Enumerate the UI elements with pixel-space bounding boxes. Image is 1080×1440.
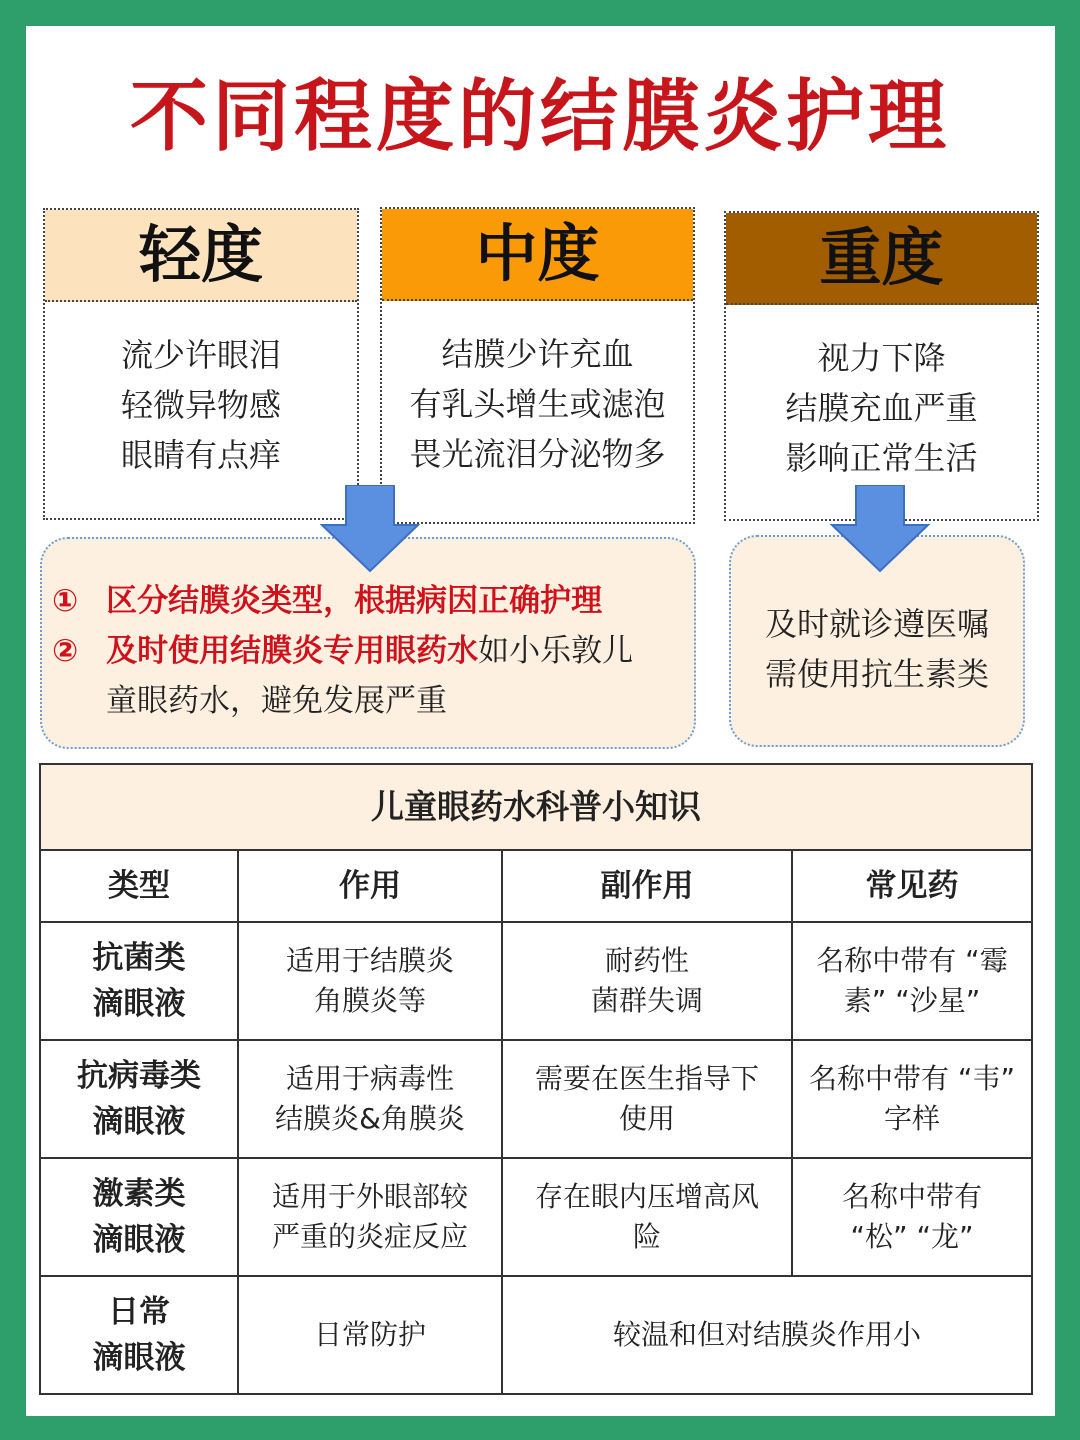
level-symptoms-severe bbox=[726, 333, 1037, 483]
table-header-side-effect: 副作用 bbox=[502, 850, 792, 922]
level-title-moderate: 中度 bbox=[382, 209, 693, 301]
merged-cell: 较温和但对结膜炎作用小 bbox=[502, 1276, 1032, 1394]
symptom-line: 流少许眼泪 bbox=[120, 336, 281, 374]
table-row bbox=[40, 1158, 1032, 1276]
side-effect-cell: 需要在医生指导下 使用 bbox=[502, 1040, 792, 1158]
table-caption: 儿童眼药水科普小知识 bbox=[40, 764, 1032, 850]
number-2-icon: ② bbox=[52, 633, 79, 669]
type-cell: 抗菌类 滴眼液 bbox=[40, 922, 238, 1040]
type-cell: 激素类 滴眼液 bbox=[40, 1158, 238, 1276]
table-row bbox=[40, 922, 1032, 1040]
down-arrow-icon bbox=[830, 485, 930, 575]
table-header-effect: 作用 bbox=[238, 850, 502, 922]
advice-item-2-cont: 童眼药水，避免发展严重 bbox=[106, 683, 447, 719]
level-card-mild bbox=[43, 208, 359, 520]
symptom-line: 畏光流泪分泌物多 bbox=[409, 435, 666, 473]
side-effect-cell: 存在眼内压增高风 险 bbox=[502, 1158, 792, 1276]
effect-cell: 适用于病毒性 结膜炎&角膜炎 bbox=[238, 1040, 502, 1158]
drug-cell: 名称中带有 “霉 素” “沙星” bbox=[792, 922, 1032, 1040]
table-header-common-drug: 常见药 bbox=[792, 850, 1032, 922]
advice-line: 需使用抗生素类 bbox=[764, 655, 989, 693]
symptom-line: 结膜充血严重 bbox=[785, 389, 978, 427]
advice-line: 及时就诊遵医嘱 bbox=[764, 605, 989, 643]
level-symptoms-mild bbox=[45, 330, 357, 480]
advice-item-2 bbox=[52, 626, 633, 676]
advice-item-1 bbox=[52, 576, 602, 626]
table-row bbox=[40, 1276, 1032, 1394]
level-title-mild: 轻度 bbox=[45, 210, 357, 302]
effect-cell: 适用于结膜炎 角膜炎等 bbox=[238, 922, 502, 1040]
table-row bbox=[40, 1040, 1032, 1158]
effect-cell: 日常防护 bbox=[238, 1276, 502, 1394]
down-arrow-icon bbox=[320, 485, 420, 575]
symptom-line: 眼睛有点痒 bbox=[120, 436, 281, 474]
symptom-line: 有乳头增生或滤泡 bbox=[409, 385, 666, 423]
level-symptoms-moderate bbox=[382, 329, 693, 479]
type-cell: 日常 滴眼液 bbox=[40, 1276, 238, 1394]
advice-1-text: 区分结膜炎类型，根据病因正确护理 bbox=[106, 583, 603, 619]
level-card-moderate bbox=[380, 207, 695, 524]
advice-2-rest: 如小乐敦儿 bbox=[478, 633, 634, 669]
page-title: 不同程度的结膜炎护理 bbox=[129, 72, 950, 162]
level-card-severe bbox=[724, 211, 1039, 521]
symptom-line: 影响正常生活 bbox=[785, 439, 978, 477]
table-header-type: 类型 bbox=[40, 850, 238, 922]
advice-2-bold: 及时使用结膜炎专用眼药水 bbox=[106, 633, 479, 669]
symptom-line: 视力下降 bbox=[817, 339, 946, 377]
number-1-icon: ① bbox=[52, 583, 79, 619]
drug-cell: 名称中带有 “松” “龙” bbox=[792, 1158, 1032, 1276]
side-effect-cell: 耐药性 菌群失调 bbox=[502, 922, 792, 1040]
type-cell: 抗病毒类 滴眼液 bbox=[40, 1040, 238, 1158]
effect-cell: 适用于外眼部较 严重的炎症反应 bbox=[238, 1158, 502, 1276]
drug-cell: 名称中带有 “韦” 字样 bbox=[792, 1040, 1032, 1158]
severe-advice-text bbox=[731, 599, 1023, 699]
level-title-severe: 重度 bbox=[726, 213, 1037, 305]
symptom-line: 结膜少许充血 bbox=[441, 335, 634, 373]
eye-drops-table bbox=[39, 763, 1033, 1395]
symptom-line: 轻微异物感 bbox=[120, 386, 281, 424]
